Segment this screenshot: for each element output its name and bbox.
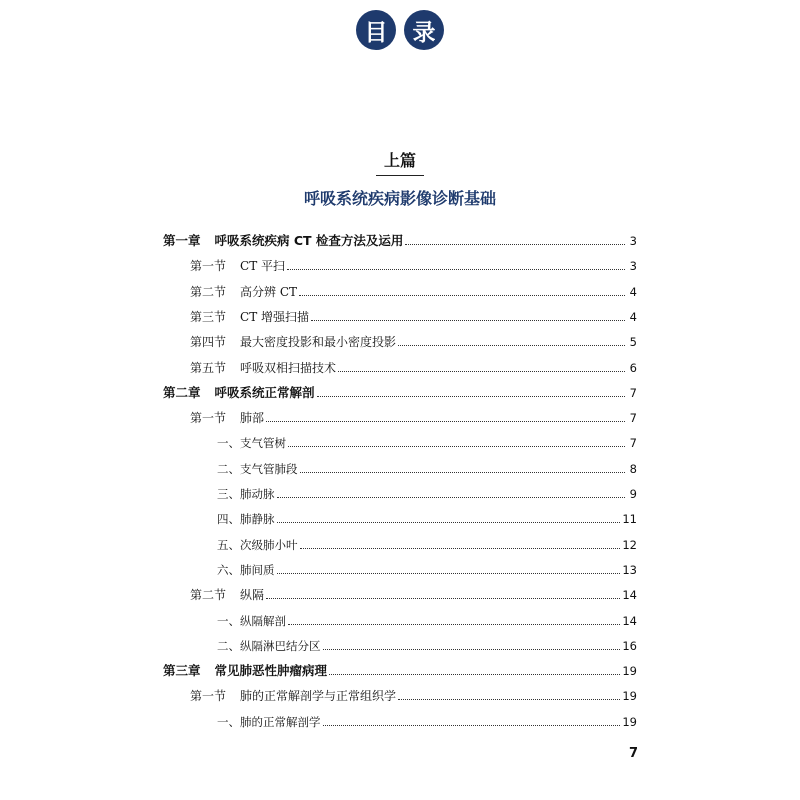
toc-entry-label: 常见肺恶性肿瘤病理 bbox=[214, 663, 328, 679]
toc-entry-number: 第一节 bbox=[190, 259, 227, 274]
toc-entry-number: 第五节 bbox=[190, 360, 227, 375]
toc-leader-dots bbox=[323, 725, 621, 726]
toc-entry-page: 11 bbox=[622, 512, 637, 527]
toc-leader-dots bbox=[266, 598, 620, 599]
page-number: 7 bbox=[628, 746, 638, 761]
toc-leader-dots bbox=[405, 244, 625, 245]
toc-entry-number: 一、 bbox=[217, 436, 240, 451]
toc-entry-number: 第二节 bbox=[190, 588, 227, 603]
toc-leader-dots bbox=[300, 472, 626, 473]
toc-entry-item[interactable] bbox=[217, 507, 637, 527]
part-title: 上篇 bbox=[383, 151, 416, 170]
toc-leader-dots bbox=[288, 624, 620, 625]
toc-entry-page: 14 bbox=[622, 588, 637, 603]
toc-entry-item[interactable] bbox=[217, 634, 637, 654]
toc-entry-page: 7 bbox=[629, 411, 637, 426]
toc-entry-chapter[interactable] bbox=[163, 229, 637, 249]
toc-entry-number: 第一节 bbox=[190, 689, 227, 704]
toc-entry-page: 19 bbox=[622, 664, 637, 679]
toc-entry-number: 一、 bbox=[217, 613, 240, 628]
toc-leader-dots bbox=[299, 295, 625, 296]
toc-entry-number: 二、 bbox=[217, 461, 240, 476]
toc-entry-page: 3 bbox=[629, 259, 637, 274]
toc-entry-section[interactable] bbox=[190, 280, 637, 300]
toc-entry-label: 高分辨 CT bbox=[240, 284, 298, 299]
toc-entry-section[interactable] bbox=[190, 583, 637, 603]
toc-entry-page: 7 bbox=[629, 385, 637, 400]
toc-leader-dots bbox=[317, 396, 625, 397]
toc-entry-section[interactable] bbox=[190, 684, 637, 704]
toc-entry-page: 14 bbox=[622, 613, 637, 628]
toc-entry-page: 19 bbox=[622, 714, 637, 729]
toc-leader-dots bbox=[311, 320, 625, 321]
toc-entry-label: 次级肺小叶 bbox=[240, 537, 298, 552]
toc-entry-number: 第二章 bbox=[163, 384, 201, 400]
toc-entry-page: 12 bbox=[622, 537, 637, 552]
toc-leader-dots bbox=[398, 699, 620, 700]
toc-entry-section[interactable] bbox=[190, 254, 637, 274]
toc-entry-label: 支气管树 bbox=[240, 436, 286, 451]
toc-entry-number: 第二节 bbox=[190, 284, 227, 299]
toc-entry-label: CT 增强扫描 bbox=[240, 309, 310, 324]
toc-entry-section[interactable] bbox=[190, 305, 637, 325]
toc-entry-label: 肺部 bbox=[240, 411, 265, 426]
toc-entry-section[interactable] bbox=[190, 406, 637, 426]
toc-entry-page: 6 bbox=[629, 360, 637, 375]
toc-entry-item[interactable] bbox=[217, 482, 637, 502]
toc-entry-label: 纵隔 bbox=[240, 588, 265, 603]
toc-entry-item[interactable] bbox=[217, 558, 637, 578]
toc-entry-page: 4 bbox=[629, 309, 637, 324]
toc-entry-number: 一、 bbox=[217, 714, 240, 729]
toc-entry-page: 5 bbox=[629, 335, 637, 350]
toc-entry-label: 呼吸系统正常解剖 bbox=[214, 384, 315, 400]
toc-entry-page: 19 bbox=[622, 689, 637, 704]
toc-entry-label: 肺的正常解剖学与正常组织学 bbox=[240, 689, 397, 704]
toc-leader-dots bbox=[277, 522, 621, 523]
toc-entry-item[interactable] bbox=[217, 609, 637, 629]
toc-entry-number: 二、 bbox=[217, 638, 240, 653]
toc-leader-dots bbox=[300, 548, 621, 549]
toc-leader-dots bbox=[398, 345, 625, 346]
toc-entry-number: 第三章 bbox=[163, 663, 201, 679]
toc-entry-label: 最大密度投影和最小密度投影 bbox=[240, 335, 397, 350]
toc-entry-number: 第四节 bbox=[190, 335, 227, 350]
part-title-underline bbox=[376, 175, 424, 176]
toc-entry-label: 肺的正常解剖学 bbox=[240, 714, 321, 729]
toc-entry-label: 肺间质 bbox=[240, 562, 275, 577]
toc-entry-label: 肺静脉 bbox=[240, 512, 275, 527]
toc-title bbox=[0, 10, 800, 50]
toc-entry-page: 13 bbox=[622, 562, 637, 577]
toc-entry-page: 8 bbox=[629, 461, 637, 476]
toc-entry-page: 7 bbox=[629, 436, 637, 451]
toc-entry-number: 六、 bbox=[217, 562, 240, 577]
toc-entry-page: 9 bbox=[629, 487, 637, 501]
toc-title-char-2: 录 bbox=[404, 10, 444, 50]
toc-leader-dots bbox=[288, 446, 625, 447]
toc-entry-page: 3 bbox=[629, 234, 637, 248]
toc-entry-section[interactable] bbox=[190, 330, 637, 350]
toc-leader-dots bbox=[277, 573, 621, 574]
toc-leader-dots bbox=[277, 497, 626, 498]
toc-leader-dots bbox=[287, 269, 625, 270]
toc-entry-number: 第一章 bbox=[163, 233, 201, 248]
toc-entry-label: 肺动脉 bbox=[240, 487, 275, 501]
toc-leader-dots bbox=[338, 371, 625, 372]
toc-entry-number: 五、 bbox=[217, 537, 240, 552]
toc-entry-item[interactable] bbox=[217, 457, 637, 477]
toc-entry-chapter[interactable] bbox=[163, 659, 637, 679]
toc-entry-number: 三、 bbox=[217, 487, 240, 501]
toc-entry-section[interactable] bbox=[190, 356, 637, 376]
toc-entry-label: 纵隔淋巴结分区 bbox=[240, 638, 321, 653]
toc-entry-number: 四、 bbox=[217, 512, 240, 527]
toc-entry-label: 呼吸系统疾病 CT 检查方法及运用 bbox=[214, 233, 404, 248]
toc-leader-dots bbox=[329, 674, 620, 675]
toc-entry-label: 纵隔解剖 bbox=[240, 613, 286, 628]
toc-entry-item[interactable] bbox=[217, 710, 637, 730]
toc-leader-dots bbox=[323, 649, 621, 650]
toc-entry-label: 呼吸双相扫描技术 bbox=[240, 360, 337, 375]
toc-entry-page: 4 bbox=[629, 284, 637, 299]
toc-leader-dots bbox=[266, 421, 625, 422]
toc-entry-item[interactable] bbox=[217, 533, 637, 553]
toc-entry-number: 第三节 bbox=[190, 309, 227, 324]
part-subtitle: 呼吸系统疾病影像诊断基础 bbox=[303, 189, 496, 208]
toc-entry-item[interactable] bbox=[217, 431, 637, 451]
toc-entry-number: 第一节 bbox=[190, 411, 227, 426]
toc-entry-page: 16 bbox=[622, 638, 637, 653]
toc-entry-label: 支气管肺段 bbox=[240, 461, 298, 476]
toc-entry-label: CT 平扫 bbox=[240, 259, 286, 274]
toc-entry-chapter[interactable] bbox=[163, 381, 637, 401]
toc-title-char-1: 目 bbox=[356, 10, 396, 50]
